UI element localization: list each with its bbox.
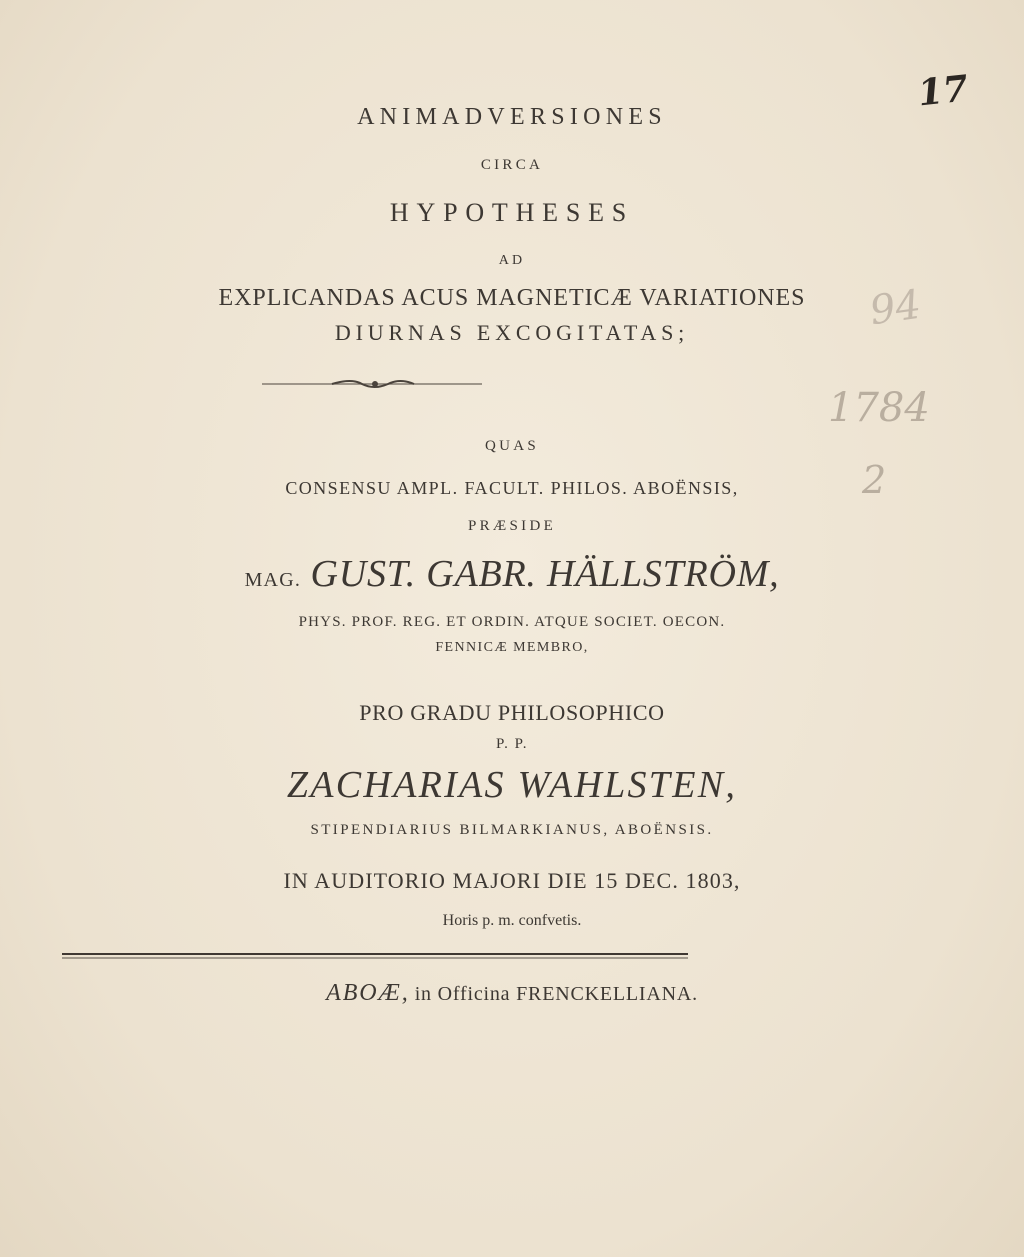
title-line-phys-prof: PHYS. PROF. REG. ET ORDIN. ATQUE SOCIET. OECON. bbox=[298, 614, 726, 630]
respondent-name: ZACHARIAS WAHLSTEN, bbox=[286, 764, 738, 806]
title-line-hypotheses: HYPOTHESES bbox=[389, 198, 635, 227]
praeses-name: GUST. GABR. HÄLLSTRÖM, bbox=[310, 553, 780, 595]
title-line-fennicae: FENNICÆ MEMBRO, bbox=[435, 640, 589, 655]
imprint-place: ABOÆ, bbox=[326, 980, 410, 1006]
title-line-pp: P. P. bbox=[495, 736, 529, 752]
double-rule bbox=[62, 952, 688, 960]
title-line-explicandas: EXPLICANDAS ACUS MAGNETICÆ VARIATIONES bbox=[218, 285, 806, 311]
praeses-line bbox=[0, 552, 1024, 596]
title-line-diurnas: DIURNAS EXCOGITATAS; bbox=[334, 320, 690, 345]
title-line-ad: AD bbox=[498, 253, 526, 268]
title-line-quas: QUAS bbox=[484, 438, 540, 454]
ornamental-rule bbox=[62, 376, 688, 392]
title-line-auditorio: IN AUDITORIO MAJORI DIE 15 DEC. 1803, bbox=[283, 868, 741, 893]
title-line-stipendiarius: STIPENDIARIUS BILMARKIANUS, ABOËNSIS. bbox=[310, 822, 714, 838]
handwritten-note-margin-2: 1784 bbox=[828, 385, 930, 431]
handwritten-note-top-right: 17 bbox=[915, 67, 971, 115]
title-line-consensu: CONSENSU AMPL. FACULT. PHILOS. ABOËNSIS, bbox=[285, 478, 739, 498]
handwritten-note-margin-1: 94 bbox=[867, 281, 924, 335]
title-line-horis: Horis p. m. confvetis. bbox=[442, 912, 582, 929]
title-line-animadversiones: ANIMADVERSIONES bbox=[357, 104, 667, 130]
title-line-circa: CIRCA bbox=[480, 157, 544, 173]
imprint-rest: in Officina FRENCKELLIANA. bbox=[414, 983, 698, 1005]
title-line-praeside: PRÆSIDE bbox=[467, 518, 557, 534]
praeses-prefix: MAG. bbox=[244, 569, 302, 591]
handwritten-note-margin-3: 2 bbox=[862, 458, 887, 502]
title-line-pro-gradu: PRO GRADU PHILOSOPHICO bbox=[359, 700, 665, 725]
imprint-line bbox=[0, 980, 1024, 1007]
